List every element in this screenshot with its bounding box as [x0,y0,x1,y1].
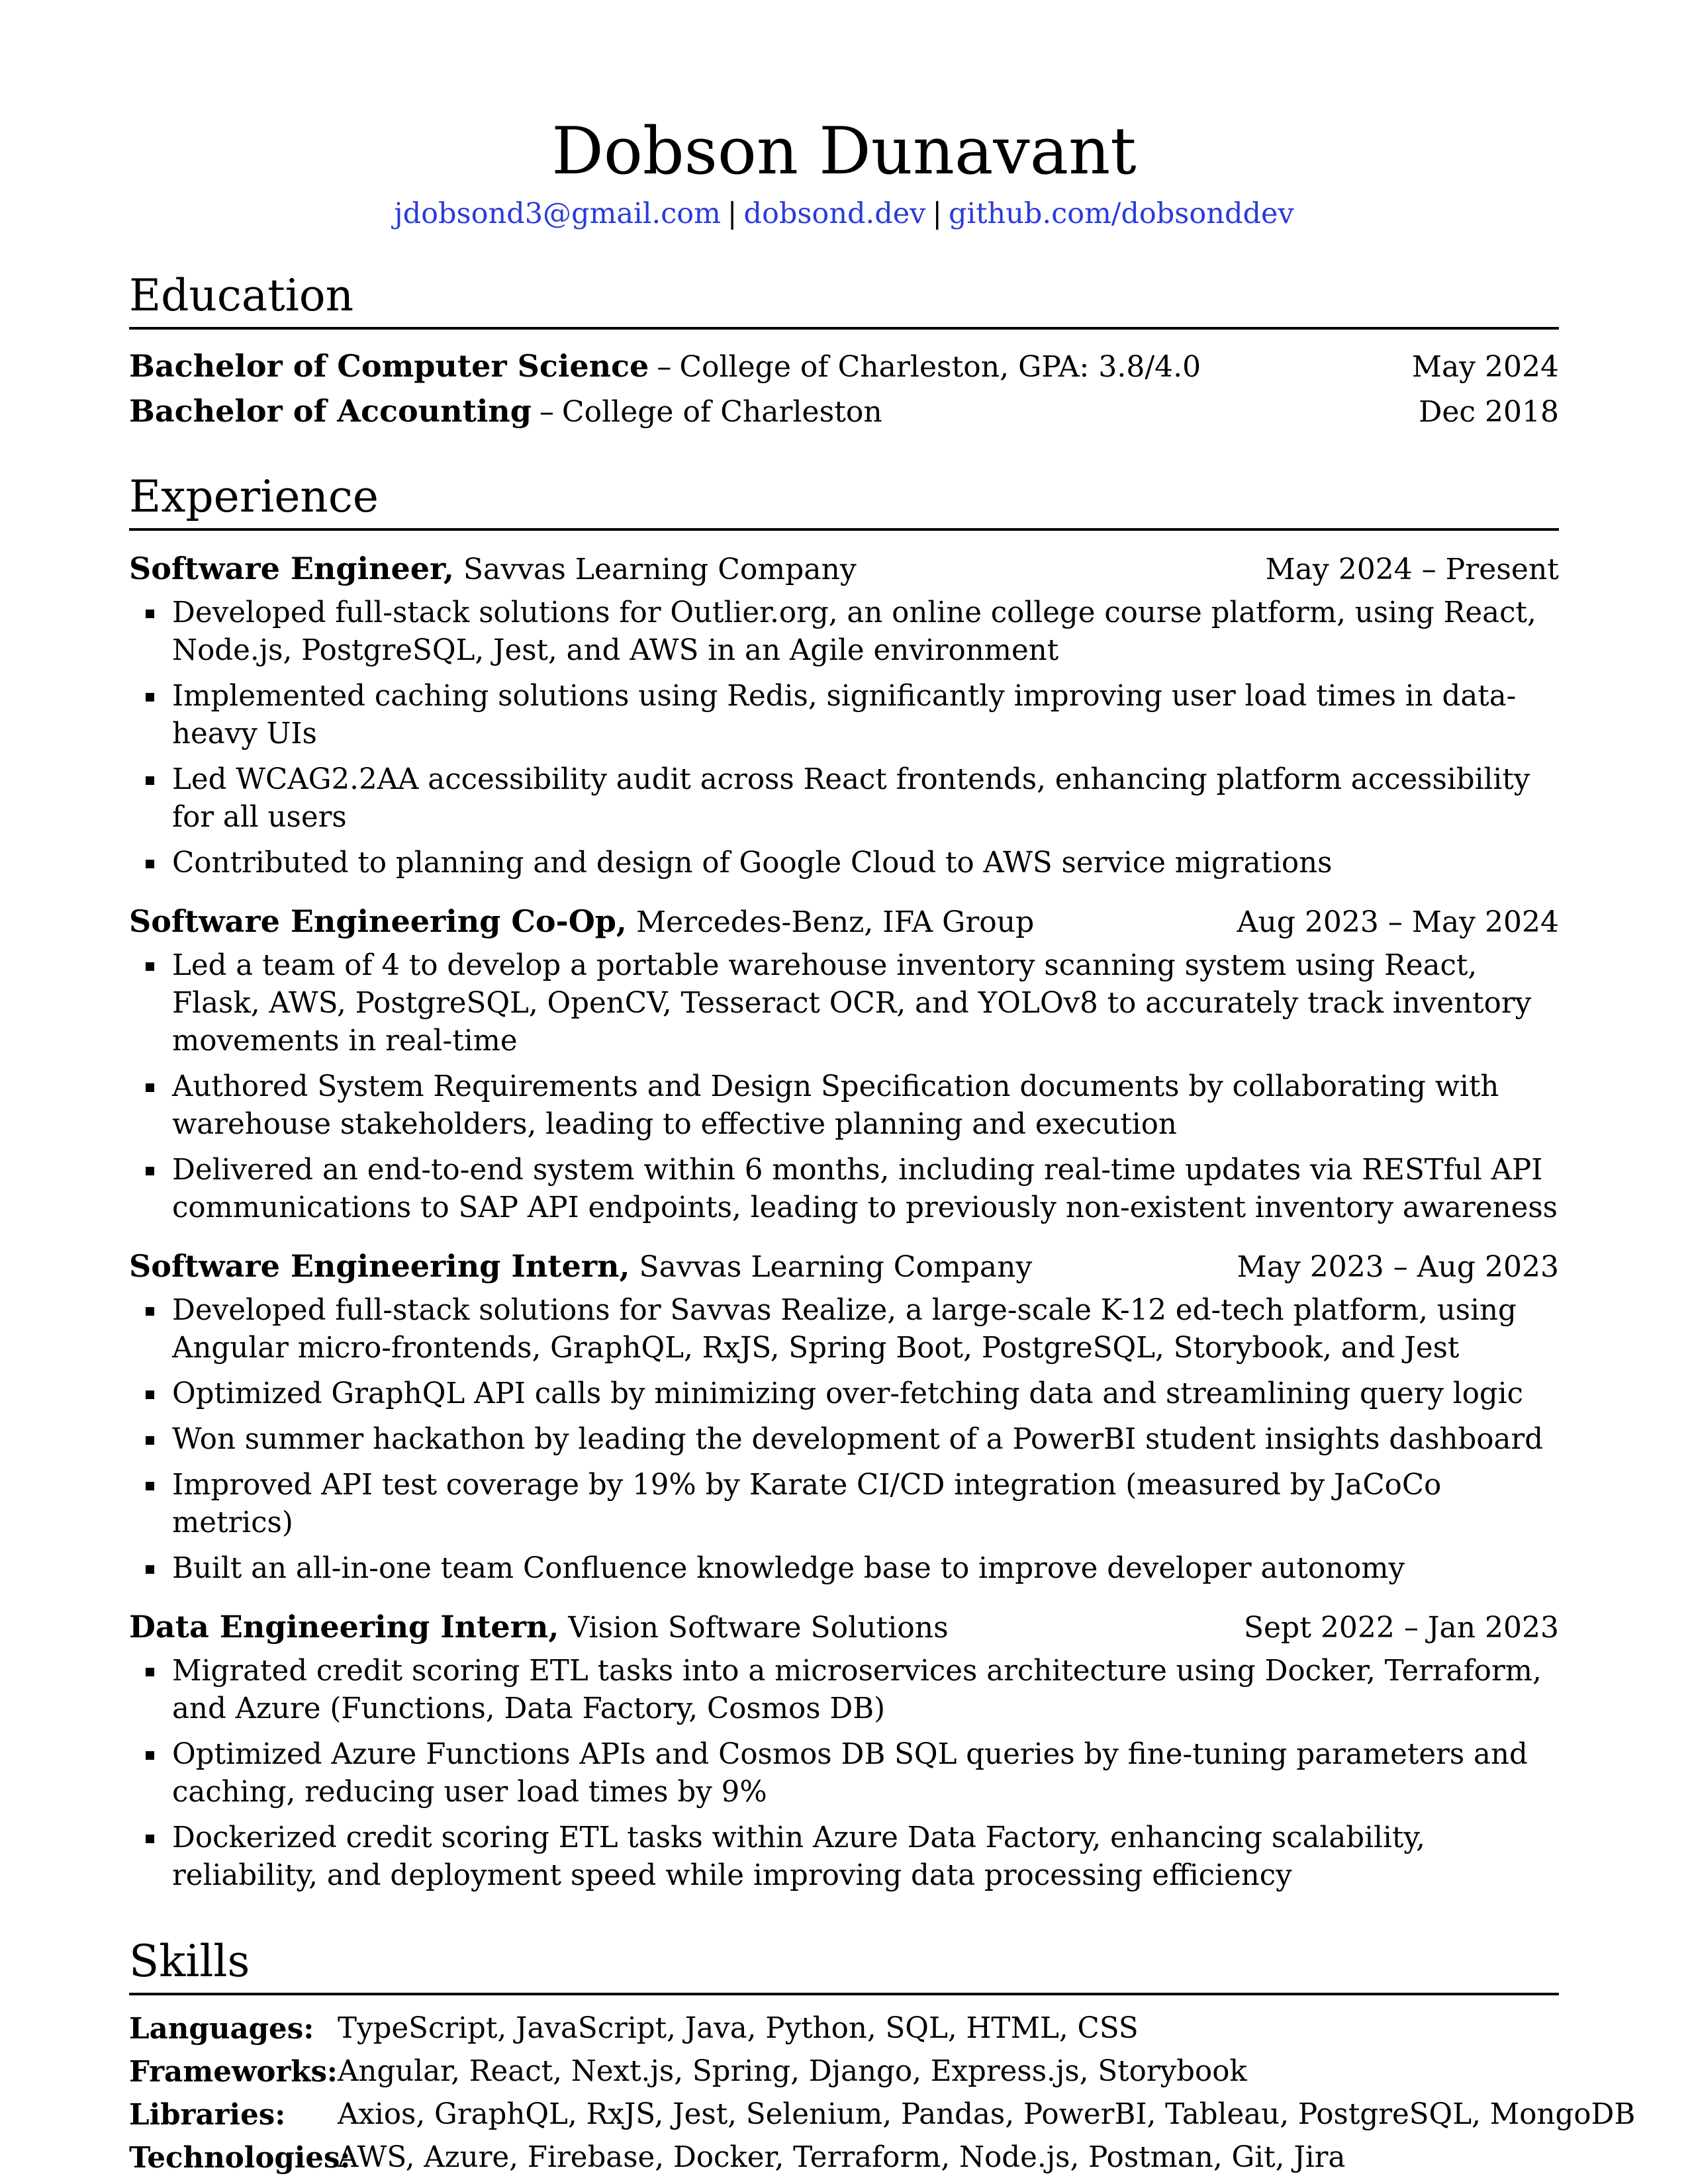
skill-label: Frameworks: [129,2054,338,2089]
job-role [129,547,857,592]
bullet-text: Optimized Azure Functions APIs and Cosmos DB SQL queries by fine-tuning parameters and caching, reducing user load times by 9% [172,1737,1528,1809]
resume-header [129,114,1559,232]
skill-value: AWS, Azure, Firebase, Docker, Terraform, Node.js, Postman, Git, Jira [338,2140,1346,2174]
square-bullet-icon [146,1307,154,1316]
company: Savvas Learning Company [463,552,857,586]
contact-links [129,197,1559,232]
square-bullet-icon [146,1751,154,1760]
square-bullet-icon [146,776,154,785]
contact-separator: | [932,197,942,230]
degree-dash: – [539,394,554,429]
job-entry [129,1605,1559,1895]
education-item [129,389,1559,434]
bullet-item [129,1292,1559,1367]
job-entry [129,547,1559,882]
square-bullet-icon [146,1482,154,1490]
degree: Bachelor of Accounting [129,392,532,429]
company: Savvas Learning Company [639,1250,1033,1284]
bullet-text: Optimized GraphQL API calls by minimizing over-fetching data and streamlining query logic [172,1377,1524,1410]
job-header [129,547,1559,592]
skill-label: Technologies: [129,2140,351,2175]
skill-value: TypeScript, JavaScript, Java, Python, SQL, HTML, CSS [338,2011,1139,2045]
experience-heading: Experience [129,475,1559,531]
square-bullet-icon [146,1436,154,1445]
bullet-item [129,678,1559,753]
education-main [129,344,1201,389]
candidate-name: Dobson Dunavant [551,114,1137,189]
job-header [129,899,1559,944]
bullet-item [129,844,1559,882]
square-bullet-icon [146,1167,154,1175]
email-link[interactable]: jdobsond3@gmail.com [394,197,721,230]
job-entry [129,1244,1559,1588]
bullet-text: Developed full-stack solutions for Savvas Realize, a large-scale K-12 ed-tech platform, using Angular micro-frontends, GraphQL, RxJS, Spring Boot, PostgreSQL, Storybook, and Jest [172,1293,1517,1365]
bullet-item [129,594,1559,670]
bullet-text: Implemented caching solutions using Redis, significantly improving user load times in data-heavy UIs [172,679,1517,751]
bullet-item [129,1736,1559,1811]
bullet-item [129,1550,1559,1588]
bullet-text: Won summer hackathon by leading the development of a PowerBI student insights dashboard [172,1422,1544,1456]
square-bullet-icon [146,962,154,971]
bullet-item [129,1068,1559,1144]
bullet-text: Migrated credit scoring ETL tasks into a microservices architecture using Docker, Terraform, and Azure (Functions, Data Factory, Cosmos DB) [172,1654,1542,1725]
skill-row [129,2050,1559,2093]
job-dates: Aug 2023 – May 2024 [1237,905,1559,939]
job-bullets [129,947,1559,1227]
skill-label: Languages: [129,2011,314,2046]
bullet-text: Led a team of 4 to develop a portable warehouse inventory scanning system using React, Flask, AWS, PostgreSQL, OpenCV, Tesseract OCR, and YOLOv8 to accurately track inventory movements in real-time [172,948,1532,1058]
square-bullet-icon [146,1835,154,1843]
company: Mercedes-Benz, IFA Group [635,905,1035,939]
education-list [129,344,1559,434]
job-bullets [129,594,1559,882]
contact-separator: | [727,197,737,230]
graduation-date: May 2024 [1411,349,1559,384]
company: Vision Software Solutions [568,1610,949,1645]
square-bullet-icon [146,1390,154,1399]
education-heading: Education [129,274,1559,330]
job-title: Software Engineering Intern, [129,1248,630,1284]
degree: Bachelor of Computer Science [129,347,649,384]
bullet-text: Contributed to planning and design of Google Cloud to AWS service migrations [172,846,1333,880]
skill-value: Angular, React, Next.js, Spring, Django, Express.js, Storybook [338,2054,1247,2088]
graduation-date: Dec 2018 [1419,394,1559,429]
job-title: Software Engineering Co-Op, [129,903,627,939]
education-item [129,344,1559,389]
skills-list [129,2007,1636,2179]
bullet-item [129,1421,1559,1459]
job-title: Software Engineer, [129,550,454,586]
job-entry [129,899,1559,1227]
job-role [129,1244,1032,1289]
bullet-item [129,1819,1559,1895]
school: College of Charleston, GPA: 3.8/4.0 [679,349,1201,384]
skill-row [129,2007,1559,2050]
bullet-item [129,1653,1559,1728]
bullet-item [129,1467,1559,1542]
square-bullet-icon [146,610,154,618]
website-link[interactable]: dobsond.dev [743,197,926,230]
square-bullet-icon [146,1565,154,1574]
square-bullet-icon [146,1668,154,1676]
skills-heading: Skills [129,1940,1559,1995]
job-header [129,1244,1559,1289]
square-bullet-icon [146,1083,154,1092]
bullet-item [129,1375,1559,1413]
bullet-text: Improved API test coverage by 19% by Karate CI/CD integration (measured by JaCoCo metrics) [172,1468,1442,1539]
degree-dash: – [657,349,672,384]
job-dates: May 2024 – Present [1265,552,1559,586]
bullet-text: Led WCAG2.2AA accessibility audit across React frontends, enhancing platform accessibility for all users [172,762,1530,834]
square-bullet-icon [146,860,154,868]
github-link[interactable]: github.com/dobsonddev [948,197,1294,230]
bullet-text: Delivered an end-to-end system within 6 months, including real-time updates via RESTful API communications to SAP API endpoints, leading to previously non-existent inventory awareness [172,1153,1558,1224]
job-dates: Sept 2022 – Jan 2023 [1243,1610,1559,1645]
bullet-text: Developed full-stack solutions for Outlier.org, an online college course platform, using React, Node.js, PostgreSQL, Jest, and AWS in an Agile environment [172,596,1536,667]
job-dates: May 2023 – Aug 2023 [1237,1250,1559,1284]
resume-page [129,114,1636,2179]
education-main [129,389,882,434]
bullet-text: Authored System Requirements and Design Specification documents by collaborating with warehouse stakeholders, leading to effective planning and execution [172,1069,1499,1141]
bullet-text: Built an all-in-one team Confluence knowledge base to improve developer autonomy [172,1551,1405,1585]
job-header [129,1605,1559,1650]
bullet-text: Dockerized credit scoring ETL tasks within Azure Data Factory, enhancing scalability, reliability, and deployment speed while improving data processing efficiency [172,1821,1425,1892]
bullet-item [129,761,1559,837]
bullet-item [129,947,1559,1060]
job-title: Data Engineering Intern, [129,1608,559,1645]
job-bullets [129,1292,1559,1588]
square-bullet-icon [146,693,154,702]
job-bullets [129,1653,1559,1895]
skill-row [129,2136,1559,2179]
skill-row [129,2093,1636,2136]
school: College of Charleston [561,394,882,429]
job-role [129,899,1034,944]
skill-value: Axios, GraphQL, RxJS, Jest, Selenium, Pandas, PowerBI, Tableau, PostgreSQL, MongoDB [338,2097,1636,2131]
skill-label: Libraries: [129,2097,286,2132]
experience-list [129,547,1559,1895]
bullet-item [129,1152,1559,1227]
job-role [129,1605,949,1650]
